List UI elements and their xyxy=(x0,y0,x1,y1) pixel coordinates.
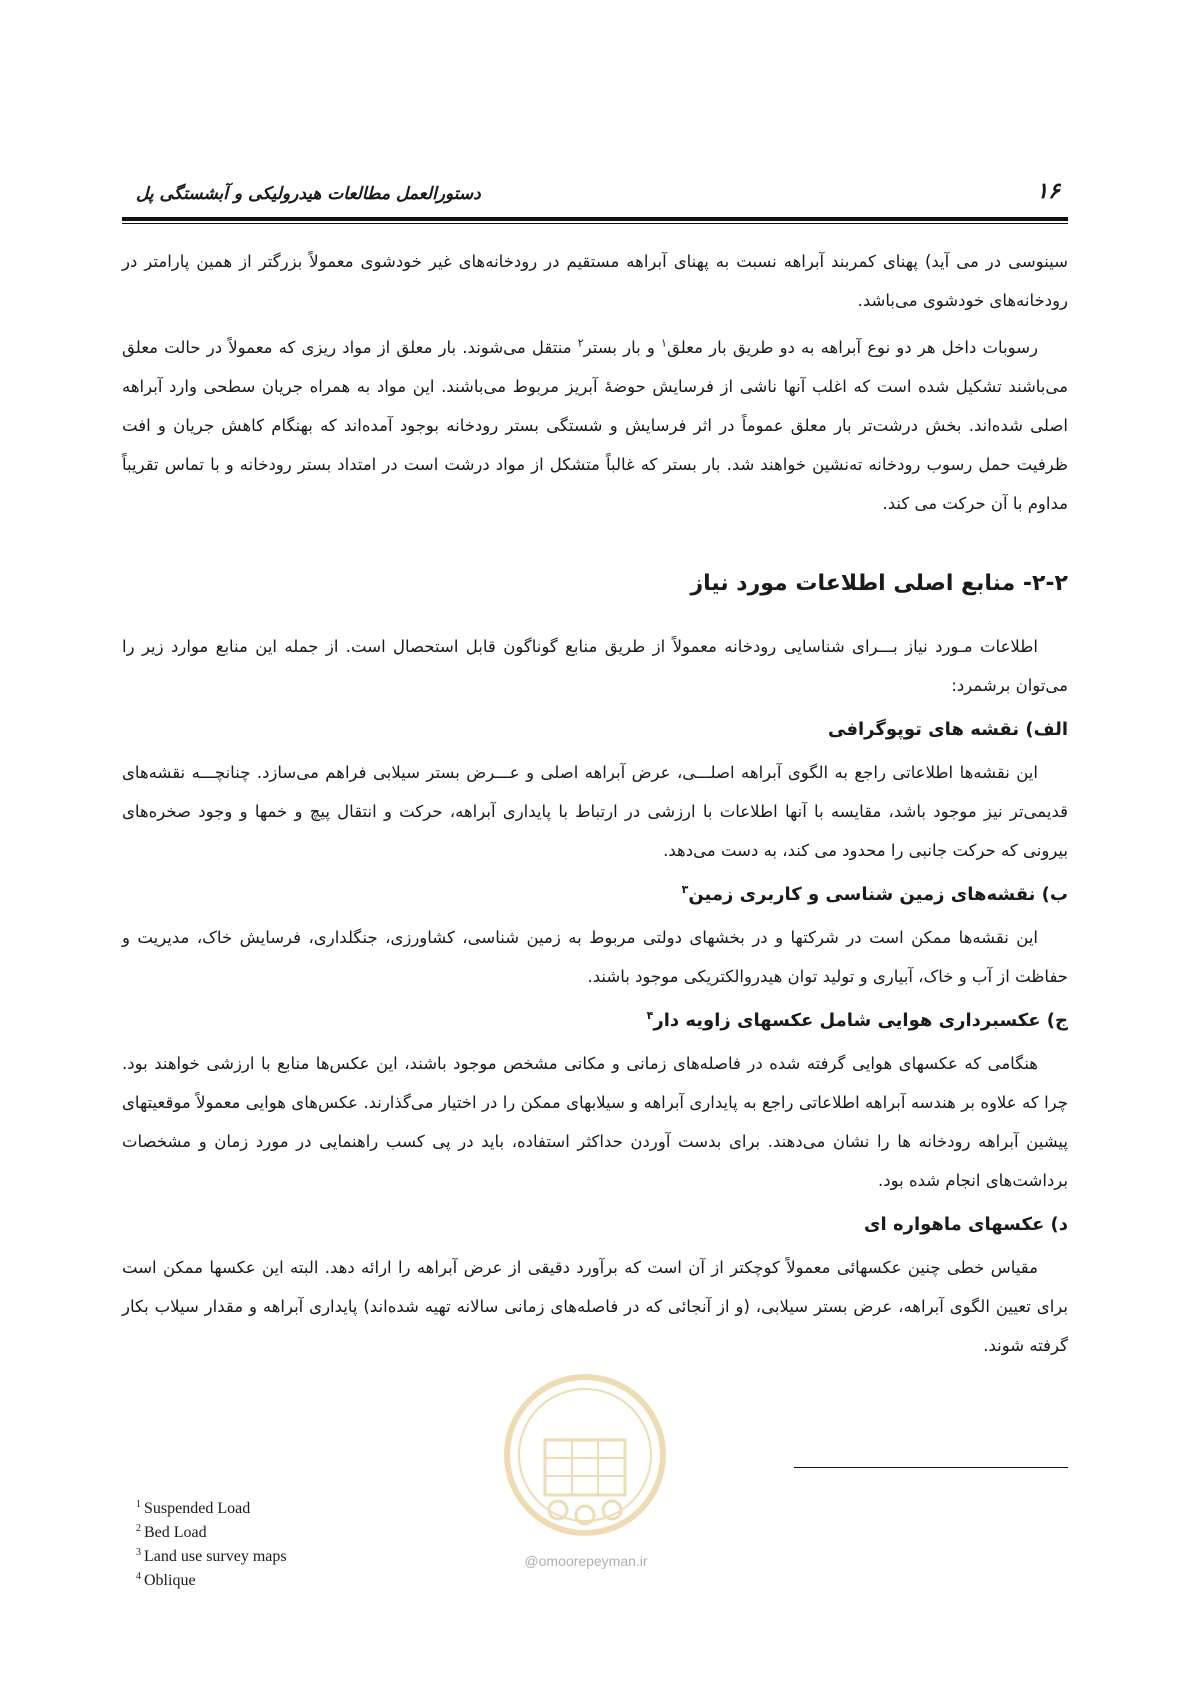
subheading-aerial-photos xyxy=(122,1004,1068,1038)
footnotes xyxy=(136,1497,516,1593)
paragraph-6: هنگامی که عکسهای هوایی گرفته شده در فاصله‌های زمانی و مکانی مشخص موجود باشند، این عکس‌ها منابع با ارزشی خواهند بود. چرا که علاوه بر هندسه آبراهه اطلاعاتی راجع به پایداری آبراهه و سیلابهای ممکن را در اختیار می‌گذارند. عکس‌های هوایی معمولاً موقعیتهای پیشین آبراهه رودخانه ها را نشان می‌دهند. برای بدست آوردن حداکثر استفاده، باید در پی کسب راهنمایی در مورد زمان و مشخصات برداشت‌های انجام شده بود. xyxy=(122,1054,1068,1190)
footnote-4-text: Oblique xyxy=(144,1572,196,1589)
footnote-1 xyxy=(136,1497,516,1521)
footnote-rule xyxy=(794,1467,1068,1468)
paragraph-2-part-a: رسوبات داخل هر دو نوع آبراهه به دو طریق بار معلق xyxy=(666,338,1038,357)
footnote-ref-4[interactable]: ۴ xyxy=(646,1009,654,1022)
footnote-2 xyxy=(136,1521,516,1545)
section-heading: ۲-۲- منابع اصلی اطلاعات مورد نیاز xyxy=(690,571,1068,596)
page-header xyxy=(122,170,1068,222)
paragraph-2 xyxy=(122,328,1068,523)
header-rule-thick xyxy=(122,217,1068,221)
paragraph-2-part-b: و بار بستر xyxy=(583,338,662,357)
paragraph-3: اطلاعات مـورد نیاز بـــرای شناسایی رودخانه معمولاً از طریق منابع گوناگون قابل استحصال است. از جمله این منابع موارد زیر را می‌توان برشمرد: xyxy=(122,637,1068,695)
subheading-topographic-maps: الف) نقشه های توپوگرافی xyxy=(828,719,1068,740)
running-title: دستورالعمل مطالعات هیدرولیکی و آبشستگی پل xyxy=(136,184,481,204)
paragraph-4: این نقشه‌ها اطلاعاتی راجع به الگوی آبراهه اصلـــی، عرض آبراهه اصلی و عـــرض بستر سیلابی فراهم می‌سازد. چنانچـــه نقشه‌های قدیمی‌تر نیز موجود باشد، مقایسه با آنها اطلاعات با ارزشی در ارتباط با پایداری آبراهه، حرکت و انتقال پیچ و خمها و وجود صخره‌های بیرونی که حرکت جانبی را محدود می کند، به دست می‌دهد. xyxy=(122,763,1068,860)
footnote-2-text: Bed Load xyxy=(144,1524,207,1541)
subheading-geology-maps-text: ب) نقشه‌های زمین شناسی و کاربری زمین xyxy=(688,884,1068,905)
footnote-3-number: 3 xyxy=(136,1546,141,1558)
footnote-4 xyxy=(136,1569,516,1593)
footnote-3-text: Land use survey maps xyxy=(144,1548,287,1565)
paragraph-2-part-c: منتقل می‌شوند. بار معلق از مواد ریزی که معمولاً در حالت معلق می‌باشند تشکیل شده است که اغلب آنها ناشی از فرسایش حوضهٔ آبریز مربوط می‌باشند. این مواد به همراه جریان سطحی وارد آبراهه اصلی شده‌اند. بخش درشت‌تر بار معلق عموماً در اثر فرسایش و شستگی بستر رودخانه بوجود آمده‌اند که بهنگام کاهش جریان و افت ظرفیت حمل رسوب رودخانه ته‌نشین خواهند شد. بار بستر که غالباً متشکل از مواد درشت است در امتداد بستر رودخانه و با تماس تقریباً مداوم با آن حرکت می کند. xyxy=(122,338,1068,513)
footnote-1-text: Suspended Load xyxy=(144,1500,251,1517)
paragraph-5: این نقشه‌ها ممکن است در شرکتها و در بخشهای دولتی مربوط به زمین شناسی، کشاورزی، جنگلداری، فرسایش خاک، مدیریت و حفاظت از آب و خاک، آبیاری و تولید توان هیدروالکتریکی موجود باشند. xyxy=(122,928,1068,986)
subheading-satellite-images: د) عکسهای ماهواره ای xyxy=(864,1214,1068,1235)
footnote-1-number: 1 xyxy=(136,1498,141,1510)
footnote-ref-2[interactable]: ۲ xyxy=(577,336,584,350)
footnote-ref-3[interactable]: ۳ xyxy=(681,883,689,896)
watermark-url: @omoorepeyman.ir xyxy=(524,1553,648,1569)
page-number: ۱۶ xyxy=(1036,178,1060,204)
footnote-4-number: 4 xyxy=(136,1570,141,1582)
footnote-3 xyxy=(136,1545,516,1569)
body-text xyxy=(122,242,1068,1373)
paragraph-7: مقیاس خطی چنین عکسهائی معمولاً کوچکتر از آن است که برآورد دقیقی از عرض آبراهه را ارائه دهد. البته این عکسها ممکن است برای تعیین الگوی آبراهه، عرض بستر سیلابی، (و از آنجائی که در فاصله‌های زمانی سالانه تهیه شده‌اند) پایداری آبراهه و مقدار سیلاب بکار گرفته شوند. xyxy=(122,1258,1068,1355)
paragraph-1: سینوسی در می آید) پهنای کمربند آبراهه نسبت به پهنای آبراهه مستقیم در رودخانه‌های غیر خودشوی معمولاً بزرگتر از همین پارامتر در رودخانه‌های خودشوی می‌باشد. xyxy=(122,252,1068,310)
header-rule-thin xyxy=(122,223,1068,224)
subheading-geology-maps xyxy=(122,878,1068,912)
subheading-aerial-photos-text: ج) عکسبرداری هوایی شامل عکسهای زاویه دار xyxy=(653,1010,1068,1031)
footnote-ref-1[interactable]: ۱ xyxy=(661,336,667,350)
watermark-logo xyxy=(500,1370,670,1540)
footnote-2-number: 2 xyxy=(136,1522,141,1534)
